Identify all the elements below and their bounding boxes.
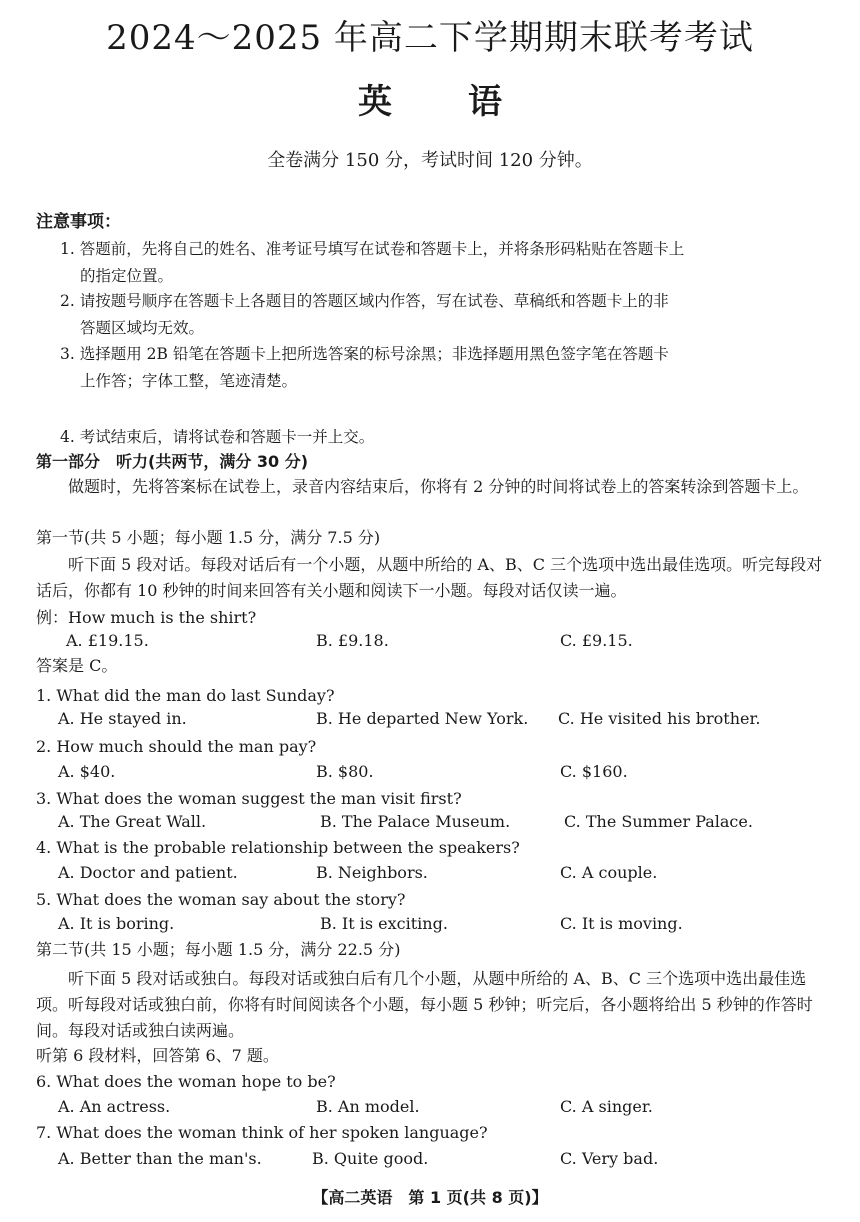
question-text: 6. What does the woman hope to be? — [36, 1072, 336, 1091]
option-c: C. He visited his brother. — [558, 709, 761, 728]
subject-char-1: 英 — [358, 82, 392, 122]
footer-text: 【高二英语 第 1 页(共 8 页)】 — [312, 1188, 548, 1207]
question-text: 2. How much should the man pay? — [36, 737, 317, 756]
option-c: C. Very bad. — [560, 1149, 659, 1168]
option-c: C. A singer. — [560, 1097, 653, 1116]
option-c: C. A couple. — [560, 863, 658, 882]
option-c: C. The Summer Palace. — [564, 812, 753, 831]
option-b: B. $80. — [316, 762, 374, 781]
note-item — [60, 288, 830, 341]
option-a: A. The Great Wall. — [58, 812, 207, 831]
option-a: A. £19.15. — [66, 631, 149, 650]
section2-heading: 第二节(共 15 小题；每小题 1.5 分，满分 22.5 分) — [36, 940, 401, 959]
option-a: A. Doctor and patient. — [58, 863, 238, 882]
note-continuation: 上作答；字体工整，笔迹清楚。 — [80, 371, 298, 390]
note-text: 3. 选择题用 2B 铅笔在答题卡上把所选答案的标号涂黑；非选择题用黑色签字笔在答题卡 — [60, 345, 669, 363]
option-b: B. He departed New York. — [316, 709, 529, 728]
material-instruction: 听第 6 段材料，回答第 6、7 题。 — [36, 1046, 279, 1065]
note-text: 4. 考试结束后，请将试卷和答题卡一并上交。 — [60, 428, 375, 446]
question-options — [58, 911, 838, 937]
option-b: B. £9.18. — [316, 631, 389, 650]
question-options — [58, 759, 838, 785]
example-answer: 答案是 C。 — [36, 656, 118, 675]
option-a: A. Better than the man's. — [58, 1149, 262, 1168]
note-text: 1. 答题前，先将自己的姓名、准考证号填写在试卷和答题卡上，并将条形码粘贴在答题卡上 — [60, 240, 685, 258]
question-text: 5. What does the woman say about the story? — [36, 890, 406, 909]
page-footer — [0, 1186, 860, 1210]
option-b: B. It is exciting. — [320, 914, 448, 933]
question-text: 3. What does the woman suggest the man visit first? — [36, 789, 462, 808]
option-b: B. An model. — [316, 1097, 420, 1116]
question-text: 4. What is the probable relationship between the speakers? — [36, 838, 520, 857]
note-item — [60, 341, 830, 394]
option-a: A. $40. — [58, 762, 116, 781]
option-b: B. The Palace Museum. — [320, 812, 511, 831]
part1-heading: 第一部分 听力(共两节，满分 30 分) — [36, 452, 309, 471]
option-a: A. It is boring. — [58, 914, 175, 933]
note-text: 2. 请按题号顺序在答题卡上各题目的答题区域内作答，写在试卷、草稿纸和答题卡上的非 — [60, 292, 669, 310]
example-question: 例：How much is the shirt? — [36, 608, 257, 627]
question-options — [58, 1094, 838, 1120]
option-b: B. Quite good. — [312, 1149, 429, 1168]
question-text: 1. What did the man do last Sunday? — [36, 686, 335, 705]
option-a: A. He stayed in. — [58, 709, 187, 728]
section2-instructions: 听下面 5 段对话或独白。每段对话或独白后有几个小题，从题中所给的 A、B、C 三个选项中选出最佳选项。听每段对话或独白前，你将有时间阅读各个小题，每小题 5 秒钟；听完后，各小题将给出 5 秒钟的作答时间。每段对话或独白读两遍。 — [36, 969, 813, 1040]
score-info: 全卷满分 150 分，考试时间 120 分钟。 — [267, 150, 593, 171]
question-options — [58, 809, 838, 835]
note-item — [60, 236, 830, 289]
question-options — [58, 860, 838, 886]
example-options — [58, 628, 838, 654]
question-text: 7. What does the woman think of her spoken language? — [36, 1123, 488, 1142]
option-a: A. An actress. — [58, 1097, 171, 1116]
note-continuation: 的指定位置。 — [80, 266, 174, 285]
option-c: C. £9.15. — [560, 631, 633, 650]
section1-heading: 第一节(共 5 小题；每小题 1.5 分，满分 7.5 分) — [36, 528, 381, 547]
option-b: B. Neighbors. — [316, 863, 428, 882]
note-item — [60, 424, 830, 451]
option-c: C. $160. — [560, 762, 628, 781]
section1-instructions: 听下面 5 段对话。每段对话后有一个小题，从题中所给的 A、B、C 三个选项中选出最佳选项。听完每段对话后，你都有 10 秒钟的时间来回答有关小题和阅读下一小题。每段对话仅读一遍。 — [36, 555, 823, 600]
subject-char-2: 语 — [468, 82, 502, 122]
subject-title — [0, 80, 860, 124]
note-continuation: 答题区域均无效。 — [80, 318, 205, 337]
option-c: C. It is moving. — [560, 914, 683, 933]
part1-intro: 做题时，先将答案标在试卷上，录音内容结束后，你将有 2 分钟的时间将试卷上的答案转涂到答题卡上。 — [68, 477, 809, 496]
notes-heading: 注意事项： — [36, 212, 121, 232]
question-options — [58, 706, 838, 732]
question-options — [58, 1146, 838, 1172]
exam-title: 2024～2025 年高二下学期期末联考考试 — [106, 18, 754, 58]
